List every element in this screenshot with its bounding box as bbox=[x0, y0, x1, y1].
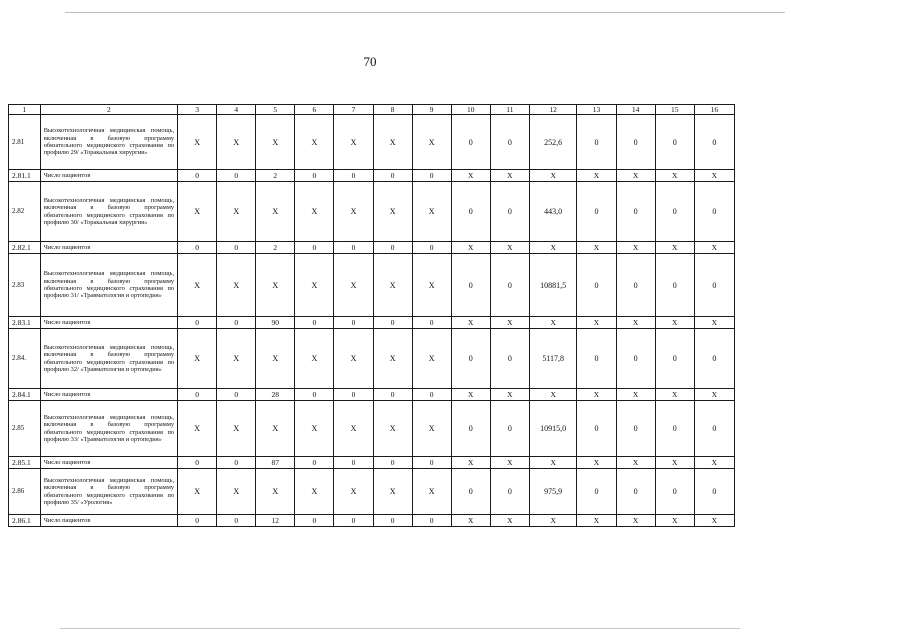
table-cell: X bbox=[373, 469, 412, 515]
table-cell: X bbox=[412, 254, 451, 317]
row-code: 2.81.1 bbox=[9, 170, 41, 182]
table-row bbox=[9, 401, 735, 457]
table-cell: 0 bbox=[577, 182, 616, 242]
row-code: 2.82 bbox=[9, 182, 41, 242]
table-cell: X bbox=[334, 401, 373, 457]
table-cell: X bbox=[256, 329, 295, 389]
count-row bbox=[9, 170, 735, 182]
table-cell: X bbox=[655, 242, 694, 254]
table-cell: 0 bbox=[451, 254, 490, 317]
row-code: 2.86.1 bbox=[9, 515, 41, 527]
table-cell: 0 bbox=[217, 317, 256, 329]
table-cell: X bbox=[655, 457, 694, 469]
table-cell: 0 bbox=[655, 254, 694, 317]
header-row bbox=[9, 105, 735, 115]
table-cell: X bbox=[178, 115, 217, 170]
table-cell: 0 bbox=[451, 401, 490, 457]
table-cell: 2 bbox=[256, 170, 295, 182]
table-cell: 0 bbox=[694, 254, 734, 317]
table-cell: X bbox=[178, 401, 217, 457]
table-cell: 0 bbox=[412, 242, 451, 254]
header-cell: 1 bbox=[9, 105, 41, 115]
bottom-rule bbox=[60, 628, 740, 629]
table-cell: 0 bbox=[334, 317, 373, 329]
table-cell: X bbox=[295, 115, 334, 170]
table-cell: X bbox=[655, 170, 694, 182]
table-cell: X bbox=[490, 457, 529, 469]
header-cell: 6 bbox=[295, 105, 334, 115]
table-row bbox=[9, 469, 735, 515]
header-cell: 14 bbox=[616, 105, 655, 115]
table-cell: 0 bbox=[178, 515, 217, 527]
row-description: Число пациентов bbox=[40, 317, 177, 329]
table-cell: X bbox=[178, 469, 217, 515]
table-cell: X bbox=[577, 170, 616, 182]
table-cell: X bbox=[577, 242, 616, 254]
table-cell: X bbox=[694, 457, 734, 469]
row-description: Число пациентов bbox=[40, 170, 177, 182]
row-description: Число пациентов bbox=[40, 242, 177, 254]
table-cell: 0 bbox=[655, 182, 694, 242]
table-cell: X bbox=[451, 317, 490, 329]
table-cell: X bbox=[412, 401, 451, 457]
table-cell: X bbox=[334, 254, 373, 317]
table-cell: 0 bbox=[694, 469, 734, 515]
table-cell: 0 bbox=[295, 457, 334, 469]
header-cell: 7 bbox=[334, 105, 373, 115]
table-cell: X bbox=[451, 389, 490, 401]
table-cell: X bbox=[694, 170, 734, 182]
table-cell: 0 bbox=[373, 515, 412, 527]
table-row bbox=[9, 115, 735, 170]
table-cell: 0 bbox=[178, 457, 217, 469]
table-cell: X bbox=[412, 329, 451, 389]
table-cell: 0 bbox=[178, 242, 217, 254]
table-cell: X bbox=[412, 182, 451, 242]
table-cell: 0 bbox=[334, 389, 373, 401]
table-cell: X bbox=[256, 401, 295, 457]
table-cell: X bbox=[490, 242, 529, 254]
header-cell: 15 bbox=[655, 105, 694, 115]
table-cell: 90 bbox=[256, 317, 295, 329]
table-cell: X bbox=[178, 182, 217, 242]
table-cell: 975,9 bbox=[529, 469, 577, 515]
table-cell: 0 bbox=[178, 317, 217, 329]
table-cell: 0 bbox=[295, 515, 334, 527]
table-cell: X bbox=[616, 457, 655, 469]
table-cell: 0 bbox=[373, 389, 412, 401]
table-cell: X bbox=[412, 469, 451, 515]
row-description: Высокотехнологичная медицинская помощь, включенная в базовую программу обязательного медицинского страхования по профилю 31/ «Травматология и ортопедия» bbox=[40, 254, 177, 317]
row-code: 2.84.1 bbox=[9, 389, 41, 401]
table-cell: 0 bbox=[295, 317, 334, 329]
table-cell: 0 bbox=[334, 170, 373, 182]
table-cell: 0 bbox=[616, 115, 655, 170]
table-cell: X bbox=[295, 401, 334, 457]
table-cell: 443,0 bbox=[529, 182, 577, 242]
table-cell: X bbox=[529, 457, 577, 469]
row-description: Число пациентов bbox=[40, 457, 177, 469]
table-cell: 0 bbox=[334, 515, 373, 527]
header-cell: 4 bbox=[217, 105, 256, 115]
row-code: 2.83.1 bbox=[9, 317, 41, 329]
table-cell: 0 bbox=[412, 457, 451, 469]
table-cell: 0 bbox=[451, 329, 490, 389]
row-description: Число пациентов bbox=[40, 515, 177, 527]
table-cell: 0 bbox=[694, 329, 734, 389]
table-cell: 0 bbox=[490, 329, 529, 389]
table-cell: 0 bbox=[373, 242, 412, 254]
table-cell: X bbox=[256, 115, 295, 170]
table-cell: 0 bbox=[694, 182, 734, 242]
table-cell: 0 bbox=[334, 457, 373, 469]
table-cell: X bbox=[373, 329, 412, 389]
table-cell: X bbox=[217, 254, 256, 317]
table-cell: 0 bbox=[217, 242, 256, 254]
table-cell: X bbox=[577, 317, 616, 329]
table-cell: X bbox=[451, 242, 490, 254]
table-cell: X bbox=[616, 515, 655, 527]
table-cell: X bbox=[694, 389, 734, 401]
table-cell: X bbox=[295, 329, 334, 389]
table-cell: 10915,0 bbox=[529, 401, 577, 457]
table-cell: 0 bbox=[295, 170, 334, 182]
table-cell: X bbox=[295, 469, 334, 515]
table-cell: X bbox=[217, 469, 256, 515]
table-cell: 0 bbox=[373, 170, 412, 182]
row-description: Высокотехнологичная медицинская помощь, включенная в базовую программу обязательного медицинского страхования по профилю 33/ «Травматология и ортопедия» bbox=[40, 401, 177, 457]
row-code: 2.82.1 bbox=[9, 242, 41, 254]
table-body bbox=[9, 105, 735, 527]
header-cell: 10 bbox=[451, 105, 490, 115]
table-cell: 0 bbox=[655, 115, 694, 170]
table-cell: 0 bbox=[655, 401, 694, 457]
count-row bbox=[9, 317, 735, 329]
table-row bbox=[9, 254, 735, 317]
table-cell: X bbox=[529, 515, 577, 527]
table-cell: 0 bbox=[577, 401, 616, 457]
table-cell: 0 bbox=[490, 469, 529, 515]
row-code: 2.86 bbox=[9, 469, 41, 515]
table-cell: X bbox=[217, 182, 256, 242]
row-description: Высокотехнологичная медицинская помощь, включенная в базовую программу обязательного медицинского страхования по профилю 35/ «Урология» bbox=[40, 469, 177, 515]
table-cell: 0 bbox=[490, 254, 529, 317]
table-cell: 28 bbox=[256, 389, 295, 401]
table-cell: 0 bbox=[490, 401, 529, 457]
header-cell: 2 bbox=[40, 105, 177, 115]
table-cell: X bbox=[217, 115, 256, 170]
table-cell: 0 bbox=[295, 389, 334, 401]
count-row bbox=[9, 515, 735, 527]
table-cell: 0 bbox=[694, 401, 734, 457]
table-cell: 0 bbox=[451, 182, 490, 242]
table-cell: X bbox=[373, 401, 412, 457]
header-cell: 13 bbox=[577, 105, 616, 115]
table-cell: X bbox=[655, 389, 694, 401]
table-row bbox=[9, 182, 735, 242]
table-cell: 0 bbox=[217, 457, 256, 469]
table-cell: X bbox=[694, 515, 734, 527]
table-cell: X bbox=[373, 115, 412, 170]
table-cell: 0 bbox=[412, 389, 451, 401]
table-cell: 0 bbox=[655, 469, 694, 515]
row-code: 2.85.1 bbox=[9, 457, 41, 469]
table-cell: 0 bbox=[616, 469, 655, 515]
table-cell: 252,6 bbox=[529, 115, 577, 170]
row-description: Число пациентов bbox=[40, 389, 177, 401]
table-cell: X bbox=[529, 242, 577, 254]
table-cell: X bbox=[490, 389, 529, 401]
table-cell: X bbox=[616, 317, 655, 329]
table-cell: X bbox=[256, 469, 295, 515]
table-cell: 0 bbox=[412, 317, 451, 329]
table-cell: X bbox=[529, 317, 577, 329]
table-cell: 0 bbox=[295, 242, 334, 254]
count-row bbox=[9, 242, 735, 254]
table-cell: 87 bbox=[256, 457, 295, 469]
table-cell: 0 bbox=[616, 401, 655, 457]
table-cell: 12 bbox=[256, 515, 295, 527]
row-description: Высокотехнологичная медицинская помощь, включенная в базовую программу обязательного медицинского страхования по профилю 29/ «Торакальная хирургия» bbox=[40, 115, 177, 170]
table-cell: X bbox=[295, 254, 334, 317]
table-cell: X bbox=[178, 329, 217, 389]
header-cell: 9 bbox=[412, 105, 451, 115]
table-cell: X bbox=[529, 389, 577, 401]
row-code: 2.83 bbox=[9, 254, 41, 317]
table-cell: 0 bbox=[577, 254, 616, 317]
header-cell: 5 bbox=[256, 105, 295, 115]
table-cell: X bbox=[334, 329, 373, 389]
data-table bbox=[8, 104, 735, 527]
table-cell: X bbox=[490, 515, 529, 527]
table-cell: 0 bbox=[217, 389, 256, 401]
table-cell: 0 bbox=[577, 115, 616, 170]
page-number: 70 bbox=[363, 54, 377, 69]
table-cell: X bbox=[334, 469, 373, 515]
table-cell: X bbox=[655, 317, 694, 329]
table-cell: X bbox=[490, 170, 529, 182]
table-cell: 0 bbox=[178, 389, 217, 401]
table-cell: 0 bbox=[217, 170, 256, 182]
table-cell: 0 bbox=[373, 457, 412, 469]
row-code: 2.84. bbox=[9, 329, 41, 389]
table-cell: 0 bbox=[577, 329, 616, 389]
table-cell: X bbox=[451, 515, 490, 527]
table-cell: 0 bbox=[373, 317, 412, 329]
table-cell: 0 bbox=[217, 515, 256, 527]
table-cell: 0 bbox=[451, 469, 490, 515]
table-cell: X bbox=[616, 389, 655, 401]
table-cell: X bbox=[694, 317, 734, 329]
table-cell: 10881,5 bbox=[529, 254, 577, 317]
table-cell: 0 bbox=[616, 182, 655, 242]
table-cell: 0 bbox=[616, 329, 655, 389]
table-cell: 0 bbox=[616, 254, 655, 317]
table-cell: X bbox=[334, 182, 373, 242]
table-cell: X bbox=[451, 457, 490, 469]
table-cell: X bbox=[616, 242, 655, 254]
table-cell: X bbox=[217, 401, 256, 457]
table-cell: X bbox=[295, 182, 334, 242]
table-cell: 0 bbox=[694, 115, 734, 170]
table-cell: 0 bbox=[178, 170, 217, 182]
table-cell: 2 bbox=[256, 242, 295, 254]
table-cell: X bbox=[577, 389, 616, 401]
table-cell: X bbox=[529, 170, 577, 182]
count-row bbox=[9, 457, 735, 469]
table-cell: X bbox=[451, 170, 490, 182]
header-cell: 11 bbox=[490, 105, 529, 115]
table-cell: X bbox=[256, 182, 295, 242]
row-code: 2.81 bbox=[9, 115, 41, 170]
table-cell: X bbox=[217, 329, 256, 389]
table-cell: X bbox=[694, 242, 734, 254]
table-cell: X bbox=[412, 115, 451, 170]
header-cell: 16 bbox=[694, 105, 734, 115]
table-cell: 0 bbox=[577, 469, 616, 515]
table-cell: 0 bbox=[412, 515, 451, 527]
table-cell: X bbox=[616, 170, 655, 182]
row-code: 2.85 bbox=[9, 401, 41, 457]
table-cell: 0 bbox=[334, 242, 373, 254]
table-cell: X bbox=[256, 254, 295, 317]
table-cell: 0 bbox=[451, 115, 490, 170]
top-rule bbox=[65, 12, 785, 13]
table-cell: 0 bbox=[490, 115, 529, 170]
table-cell: 0 bbox=[655, 329, 694, 389]
row-description: Высокотехнологичная медицинская помощь, включенная в базовую программу обязательного медицинского страхования по профилю 32/ «Травматология и ортопедия» bbox=[40, 329, 177, 389]
table-cell: X bbox=[373, 254, 412, 317]
table-cell: X bbox=[373, 182, 412, 242]
table-cell: X bbox=[577, 515, 616, 527]
table-cell: 5117,8 bbox=[529, 329, 577, 389]
header-cell: 12 bbox=[529, 105, 577, 115]
table-cell: 0 bbox=[412, 170, 451, 182]
table-cell: X bbox=[655, 515, 694, 527]
count-row bbox=[9, 389, 735, 401]
table-cell: X bbox=[577, 457, 616, 469]
table-cell: X bbox=[178, 254, 217, 317]
table-cell: X bbox=[334, 115, 373, 170]
table-cell: X bbox=[490, 317, 529, 329]
table-row bbox=[9, 329, 735, 389]
table-cell: 0 bbox=[490, 182, 529, 242]
header-cell: 3 bbox=[178, 105, 217, 115]
row-description: Высокотехнологичная медицинская помощь, включенная в базовую программу обязательного медицинского страхования по профилю 30/ «Торакальная хирургия» bbox=[40, 182, 177, 242]
header-cell: 8 bbox=[373, 105, 412, 115]
